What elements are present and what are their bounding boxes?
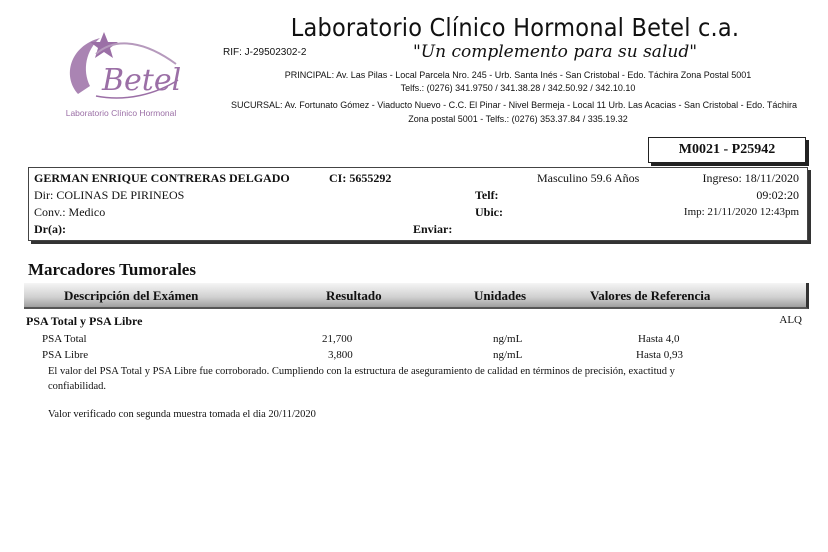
test-name: PSA Total bbox=[42, 333, 87, 345]
test-reference: Hasta 0,93 bbox=[636, 349, 684, 361]
section-title: Marcadores Tumorales bbox=[28, 260, 196, 279]
svg-text:Betel: Betel bbox=[102, 63, 182, 98]
test-group-name: PSA Total y PSA Libre bbox=[26, 314, 143, 328]
result-note-line2: confiabilidad. bbox=[48, 381, 107, 392]
results-table-header bbox=[24, 283, 809, 309]
verification-note: Valor verificado con segunda muestra tomada el dia 20/11/2020 bbox=[48, 409, 316, 420]
patient-ci: CI: 5655292 bbox=[329, 171, 392, 185]
rif-number: RIF: J-29502302-2 bbox=[223, 47, 307, 58]
principal-phones: Telfs.: (0276) 341.9750 / 341.38.28 / 342.50.92 / 342.10.10 bbox=[400, 83, 636, 93]
result-note-line1: El valor del PSA Total y PSA Libre fue corroborado. Cumpliendo con la estructura de aseguramiento de calidad en términos de precisión, exactitud y bbox=[48, 366, 675, 377]
patient-sex-age: Masculino 59.6 Años bbox=[537, 171, 640, 185]
column-header-units: Unidades bbox=[474, 288, 527, 303]
principal-address: PRINCIPAL: Av. Las Pilas - Local Parcela Nro. 245 - Urb. Santa Inés - San Cristobal - Edo. Táchira Zona Postal 5001 bbox=[284, 70, 752, 80]
doctor-label: Dr(a): bbox=[34, 222, 66, 236]
ingreso-date: Ingreso: 18/11/2020 bbox=[702, 171, 799, 185]
ubic-label: Ubic: bbox=[475, 205, 503, 219]
patient-convenio: Conv.: Medico bbox=[34, 205, 106, 219]
sucursal-phones: Zona postal 5001 - Telfs.: (0276) 353.37.84 / 335.19.32 bbox=[408, 114, 628, 124]
sucursal-address: SUCURSAL: Av. Fortunato Gómez - Viaducto Nuevo - C.C. El Pinar - Nivel Bermeja - Local 11 Urb. Las Acacias - San Cristobal - Edo. Táchira bbox=[231, 100, 797, 110]
logo-caption: Laboratorio Clínico Hormonal bbox=[65, 108, 177, 118]
test-result: 3,800 bbox=[328, 349, 353, 361]
telf-label: Telf: bbox=[475, 188, 499, 202]
test-unit: ng/mL bbox=[493, 349, 523, 361]
test-name: PSA Libre bbox=[42, 349, 89, 361]
test-result: 21,700 bbox=[322, 333, 353, 345]
print-date: Imp: 21/11/2020 12:43pm bbox=[683, 206, 799, 218]
order-code: M0021 - P25942 bbox=[648, 137, 806, 163]
test-reference: Hasta 4,0 bbox=[638, 333, 680, 345]
patient-info-box bbox=[28, 167, 808, 241]
column-header-reference: Valores de Referencia bbox=[590, 288, 711, 303]
test-group-code: ALQ bbox=[779, 314, 802, 326]
slogan: "Un complemento para su salud" bbox=[412, 42, 698, 62]
column-header-result: Resultado bbox=[326, 288, 382, 303]
lab-name: Laboratorio Clínico Hormonal Betel c.a. bbox=[290, 13, 740, 42]
patient-name: GERMAN ENRIQUE CONTRERAS DELGADO bbox=[34, 171, 290, 185]
lab-logo bbox=[56, 24, 186, 120]
column-header-description: Descripción del Exámen bbox=[64, 288, 199, 303]
ingreso-time: 09:02:20 bbox=[756, 188, 799, 202]
enviar-label: Enviar: bbox=[413, 222, 453, 236]
patient-address: Dir: COLINAS DE PIRINEOS bbox=[34, 188, 185, 202]
test-unit: ng/mL bbox=[493, 333, 523, 345]
